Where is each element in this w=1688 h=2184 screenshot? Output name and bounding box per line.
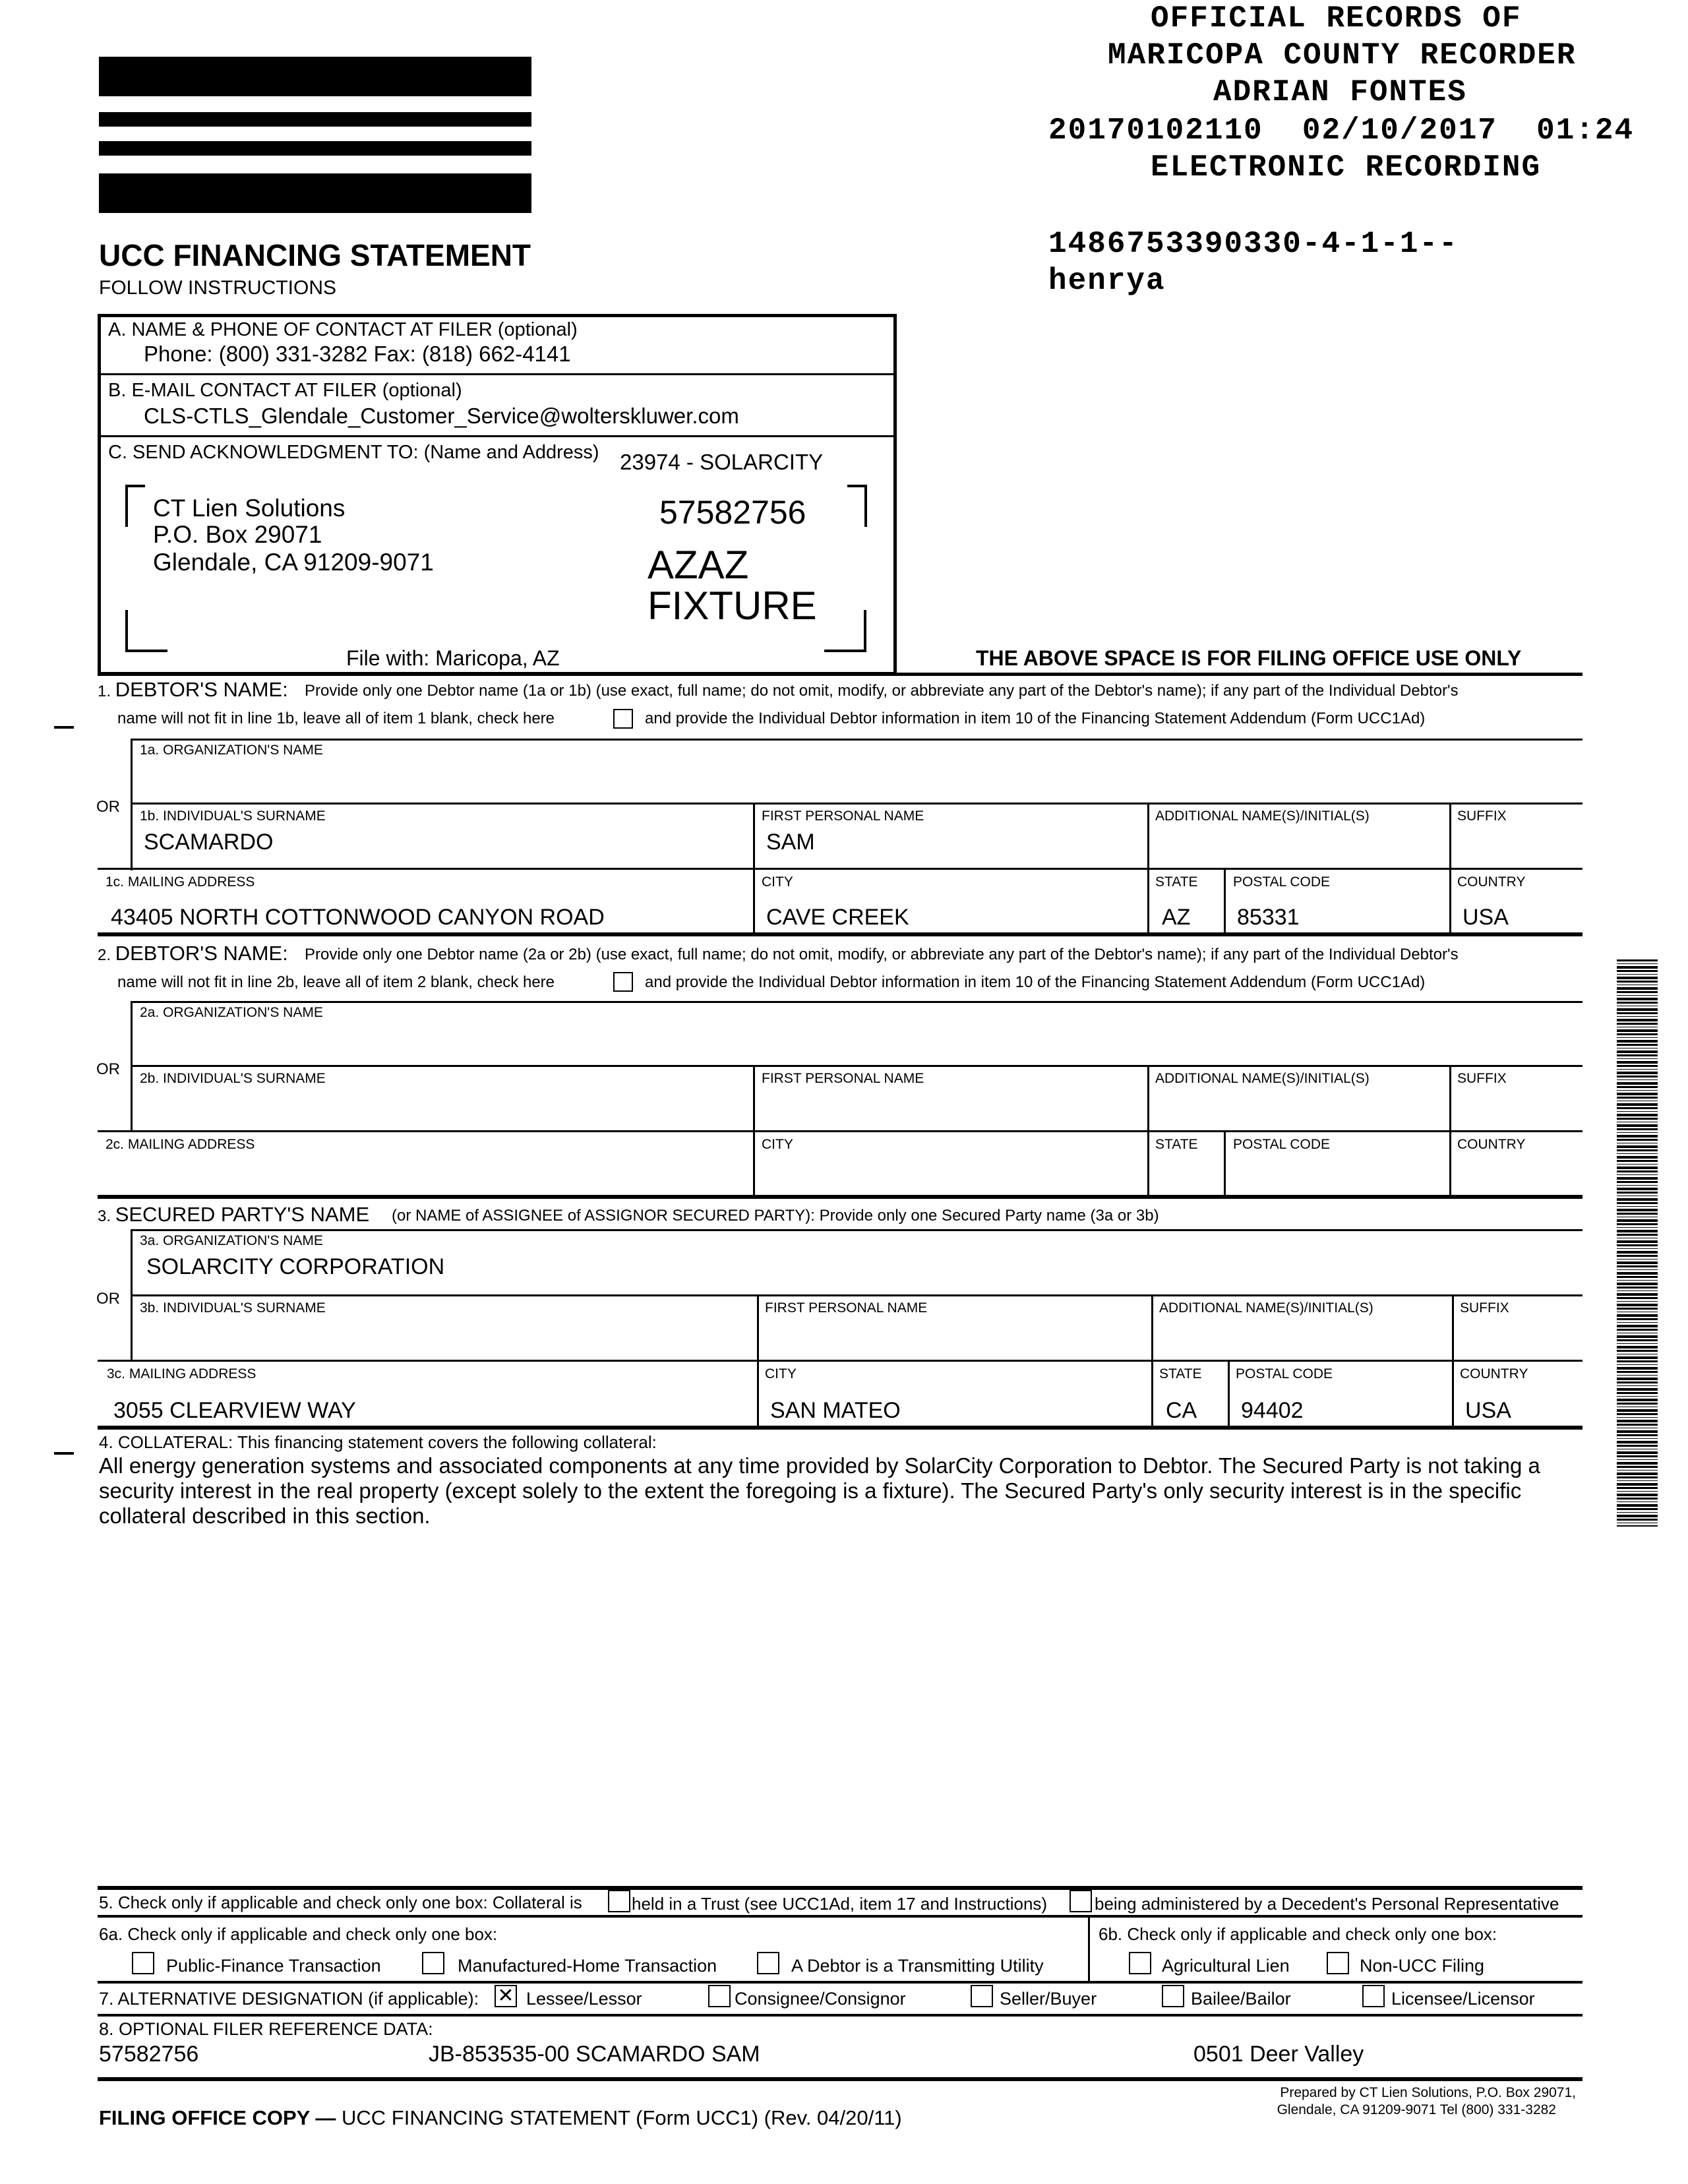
divider xyxy=(131,1065,1582,1067)
debtor1-instruction: Provide only one Debtor name (1a or 1b) (use exact, full name; do not omit, modify, or abbreviate any part of the Debtor's name); if any part of the Individual Debtor's xyxy=(305,682,1459,700)
divider xyxy=(131,739,133,870)
prepared-by: Glendale, CA 91209-9071 Tel (800) 331-3282 xyxy=(1277,2102,1556,2117)
section-rule xyxy=(98,1426,1582,1430)
recorder-line: ELECTRONIC RECORDING xyxy=(1151,150,1542,185)
divider xyxy=(1228,1361,1230,1427)
secured-mail-label: 3c. MAILING ADDRESS xyxy=(107,1366,256,1381)
debtor2-postal-label: POSTAL CODE xyxy=(1233,1137,1331,1152)
debtor1-surname-label: 1b. INDIVIDUAL'S SURNAME xyxy=(140,808,326,824)
bailee-bailor-checkbox[interactable] xyxy=(1162,1985,1184,2007)
secured-instruction: (or NAME of ASSIGNEE of ASSIGNOR SECURED PARTY): Provide only one Secured Party name (3a or 3b) xyxy=(392,1207,1159,1225)
debtor2-surname-label: 2b. INDIVIDUAL'S SURNAME xyxy=(140,1071,326,1086)
secured-state: CA xyxy=(1166,1398,1197,1423)
secured-org-label: 3a. ORGANIZATION'S NAME xyxy=(140,1233,323,1248)
debtor2-first-label: FIRST PERSONAL NAME xyxy=(762,1071,924,1086)
or-label: OR xyxy=(96,798,120,816)
section-rule xyxy=(98,673,1582,676)
secured-state-label: STATE xyxy=(1159,1366,1202,1381)
divider xyxy=(1224,1132,1226,1196)
collateral-text: All energy generation systems and associated components at any time provided by SolarCity Corporation to Debtor. The Secured Party is not taking a xyxy=(99,1453,1540,1478)
corner-bracket xyxy=(824,610,866,652)
form-subtitle: FOLLOW INSTRUCTIONS xyxy=(99,277,337,299)
ack-name: CT Lien Solutions xyxy=(153,495,346,522)
debtor2-city-label: CITY xyxy=(762,1137,793,1152)
debtor1-mail: 43405 NORTH COTTONWOOD CANYON ROAD xyxy=(111,905,605,930)
secured-surname-label: 3b. INDIVIDUAL'S SURNAME xyxy=(140,1300,326,1316)
corner-bracket xyxy=(125,485,145,527)
reference-order: 57582756 xyxy=(99,2042,199,2067)
divider xyxy=(1224,869,1226,933)
divider xyxy=(98,1130,1582,1132)
divider xyxy=(98,868,1582,870)
secured-city-label: CITY xyxy=(765,1366,797,1381)
barcode xyxy=(1617,959,1658,1527)
public-finance-checkbox[interactable] xyxy=(132,1952,154,1974)
secured-country: USA xyxy=(1465,1398,1511,1423)
or-label: OR xyxy=(96,1060,120,1078)
item5-option: held in a Trust (see UCC1Ad, item 17 and Instructions) xyxy=(632,1894,1048,1914)
section-rule xyxy=(98,1886,1582,1890)
item7-option: Bailee/Bailor xyxy=(1191,1989,1291,2009)
collateral-label: 4. COLLATERAL: This financing statement covers the following collateral: xyxy=(99,1432,657,1452)
header-bar xyxy=(99,57,531,96)
item6b-option: Agricultural Lien xyxy=(1162,1956,1290,1976)
debtor1-addl-label: ADDITIONAL NAME(S)/INITIAL(S) xyxy=(1155,808,1370,824)
reference-location: 0501 Deer Valley xyxy=(1193,2042,1364,2067)
divider xyxy=(98,1915,1582,1918)
secured-heading: 3. SECURED PARTY'S NAME xyxy=(98,1203,370,1226)
agricultural-lien-checkbox[interactable] xyxy=(1129,1952,1151,1974)
debtor2-org-label: 2a. ORGANIZATION'S NAME xyxy=(140,1005,323,1020)
reference-job: JB-853535-00 SCAMARDO SAM xyxy=(429,2042,760,2067)
filer-account: 23974 - SOLARCITY xyxy=(620,450,824,474)
corner-bracket xyxy=(125,610,167,652)
non-ucc-checkbox[interactable] xyxy=(1327,1952,1349,1974)
ack-city: Glendale, CA 91209-9071 xyxy=(153,549,434,576)
item6b-option: Non-UCC Filing xyxy=(1360,1956,1485,1976)
debtor1-city: CAVE CREEK xyxy=(766,905,909,930)
secured-country-label: COUNTRY xyxy=(1460,1366,1528,1381)
header-bar xyxy=(99,141,531,156)
footer-copy-bold: FILING OFFICE COPY — xyxy=(99,2106,336,2129)
collateral-text: collateral described in this section. xyxy=(99,1503,431,1528)
filer-c-label: C. SEND ACKNOWLEDGMENT TO: (Name and Address) xyxy=(108,442,599,463)
order-number: 57582756 xyxy=(659,494,806,531)
divider xyxy=(131,1001,1582,1003)
filer-email: CLS-CTLS_Glendale_Customer_Service@wolterskluwer.com xyxy=(144,404,739,428)
secured-suffix-label: SUFFIX xyxy=(1460,1300,1509,1316)
divider xyxy=(1452,1296,1454,1427)
divider xyxy=(98,1360,1582,1362)
consignee-checkbox[interactable] xyxy=(708,1985,731,2007)
filing-office-only: THE ABOVE SPACE IS FOR FILING OFFICE USE ONLY xyxy=(976,646,1522,670)
licensee-checkbox[interactable] xyxy=(1362,1985,1385,2007)
margin-tick xyxy=(54,1452,74,1455)
debtor2-addl-label: ADDITIONAL NAME(S)/INITIAL(S) xyxy=(1155,1071,1370,1086)
divider xyxy=(131,803,1582,804)
secured-addl-label: ADDITIONAL NAME(S)/INITIAL(S) xyxy=(1159,1300,1373,1316)
debtor1-postal-label: POSTAL CODE xyxy=(1233,874,1331,890)
prepared-by: Prepared by CT Lien Solutions, P.O. Box 29071, xyxy=(1280,2085,1576,2100)
secured-postal: 94402 xyxy=(1241,1398,1304,1423)
form-title: UCC FINANCING STATEMENT xyxy=(99,238,531,272)
item8-label: 8. OPTIONAL FILER REFERENCE DATA: xyxy=(99,2019,433,2039)
secured-mail: 3055 CLEARVIEW WAY xyxy=(113,1398,356,1423)
debtor1-individual-checkbox[interactable] xyxy=(613,709,633,729)
debtor2-individual-checkbox[interactable] xyxy=(613,972,633,992)
debtor1-country: USA xyxy=(1462,905,1509,930)
divider xyxy=(1151,1296,1153,1427)
filer-phone: Phone: (800) 331-3282 Fax: (818) 662-4141 xyxy=(144,342,571,366)
decedent-checkbox[interactable] xyxy=(1070,1890,1092,1912)
secured-postal-label: POSTAL CODE xyxy=(1236,1366,1333,1381)
divider xyxy=(99,435,895,437)
header-bar xyxy=(99,112,531,127)
header-bar xyxy=(99,173,531,213)
debtor1-heading: 1. DEBTOR'S NAME: xyxy=(98,678,288,701)
debtor2-instruction: name will not fit in line 2b, leave all of item 2 blank, check here xyxy=(117,973,555,991)
file-with: File with: Maricopa, AZ xyxy=(346,646,560,670)
debtor1-city-label: CITY xyxy=(762,874,793,890)
debtor1-instruction: and provide the Individual Debtor information in item 10 of the Financing Statement Addendum (Form UCC1Ad) xyxy=(645,710,1426,727)
item6a-option: Manufactured-Home Transaction xyxy=(458,1956,717,1976)
item6a-option: A Debtor is a Transmitting Utility xyxy=(791,1956,1044,1976)
divider xyxy=(131,1229,1582,1231)
divider xyxy=(131,1294,1582,1296)
divider xyxy=(98,2014,1582,2017)
debtor1-state: AZ xyxy=(1162,905,1191,930)
filer-a-label: A. NAME & PHONE OF CONTACT AT FILER (optional) xyxy=(108,319,578,340)
county-code: AZAZ xyxy=(648,543,749,587)
item6b-label: 6b. Check only if applicable and check only one box: xyxy=(1099,1924,1497,1944)
divider xyxy=(99,373,895,375)
debtor2-heading: 2. DEBTOR'S NAME: xyxy=(98,942,288,965)
item5-label: 5. Check only if applicable and check only one box: Collateral is xyxy=(99,1893,582,1912)
debtor1-instruction: name will not fit in line 1b, leave all of item 1 blank, check here xyxy=(117,710,555,727)
transmitting-utility-checkbox[interactable] xyxy=(757,1952,779,1974)
recorder-line: MARICOPA COUNTY RECORDER xyxy=(1108,38,1577,73)
seller-buyer-checkbox[interactable] xyxy=(971,1985,993,2007)
secured-first-label: FIRST PERSONAL NAME xyxy=(765,1300,928,1316)
debtor2-state-label: STATE xyxy=(1155,1137,1198,1152)
item5-option: being administered by a Decedent's Personal Representative xyxy=(1095,1894,1559,1914)
margin-tick xyxy=(54,726,74,729)
item7-option: Licensee/Licensor xyxy=(1391,1989,1535,2009)
recorder-line: OFFICIAL RECORDS OF xyxy=(1151,1,1522,36)
debtor1-postal: 85331 xyxy=(1237,905,1300,930)
debtor2-country-label: COUNTRY xyxy=(1457,1137,1526,1152)
footer-copy-rest: UCC FINANCING STATEMENT (Form UCC1) (Rev. 04/20/11) xyxy=(336,2106,902,2129)
section-rule xyxy=(98,932,1582,936)
secured-city: SAN MATEO xyxy=(770,1398,901,1423)
recorder-ref: henrya xyxy=(1048,264,1166,298)
item6a-option: Public-Finance Transaction xyxy=(166,1956,381,1976)
footer-copy xyxy=(99,2106,902,2130)
recorder-line: ADRIAN FONTES xyxy=(1213,75,1467,109)
debtor1-country-label: COUNTRY xyxy=(1457,874,1526,890)
recorder-ref: 1486753390330-4-1-1-- xyxy=(1048,227,1459,261)
item6a-label: 6a. Check only if applicable and check only one box: xyxy=(99,1924,498,1944)
secured-org-name: SOLARCITY CORPORATION xyxy=(146,1254,445,1279)
collateral-text: security interest in the real property (except solely to the extent the foregoing is a fixture). The Secured Party's only security interest is in the specific xyxy=(99,1478,1522,1503)
debtor2-instruction: Provide only one Debtor name (2a or 2b) (use exact, full name; do not omit, modify, or abbreviate any part of the Debtor's name); if any part of the Individual Debtor's xyxy=(305,946,1459,963)
divider xyxy=(1088,1916,1090,1982)
item7-label: 7. ALTERNATIVE DESIGNATION (if applicable): xyxy=(99,1989,479,2009)
item7-option: Lessee/Lessor xyxy=(526,1989,642,2009)
ack-address: P.O. Box 29071 xyxy=(153,521,322,548)
debtor1-first-name: SAM xyxy=(766,830,815,855)
trust-checkbox[interactable] xyxy=(608,1890,630,1912)
item7-option: Seller/Buyer xyxy=(1000,1989,1097,2009)
manufactured-home-checkbox[interactable] xyxy=(422,1952,444,1974)
debtor2-mail-label: 2c. MAILING ADDRESS xyxy=(106,1137,255,1152)
debtor1-surname: SCAMARDO xyxy=(144,830,274,855)
divider xyxy=(757,1296,759,1427)
corner-bracket xyxy=(847,485,867,527)
debtor1-suffix-label: SUFFIX xyxy=(1457,808,1507,824)
debtor1-mail-label: 1c. MAILING ADDRESS xyxy=(106,874,255,890)
recording-number: 20170102110 02/10/2017 01:24 xyxy=(1048,113,1635,148)
debtor1-state-label: STATE xyxy=(1155,874,1198,890)
debtor2-instruction: and provide the Individual Debtor information in item 10 of the Financing Statement Addendum (Form UCC1Ad) xyxy=(645,973,1426,991)
section-rule xyxy=(98,1195,1582,1199)
debtor1-org-label: 1a. ORGANIZATION'S NAME xyxy=(140,743,323,758)
divider xyxy=(131,739,1582,741)
filing-type: FIXTURE xyxy=(648,584,817,628)
debtor2-suffix-label: SUFFIX xyxy=(1457,1071,1507,1086)
item7-option: Consignee/Consignor xyxy=(735,1989,906,2009)
or-label: OR xyxy=(96,1290,120,1308)
debtor1-first-label: FIRST PERSONAL NAME xyxy=(762,808,924,824)
section-rule xyxy=(98,2077,1582,2081)
lessee-lessor-checkbox[interactable]: ✕ xyxy=(495,1985,517,2007)
divider xyxy=(98,1981,1582,1984)
filer-b-label: B. E-MAIL CONTACT AT FILER (optional) xyxy=(108,380,462,401)
